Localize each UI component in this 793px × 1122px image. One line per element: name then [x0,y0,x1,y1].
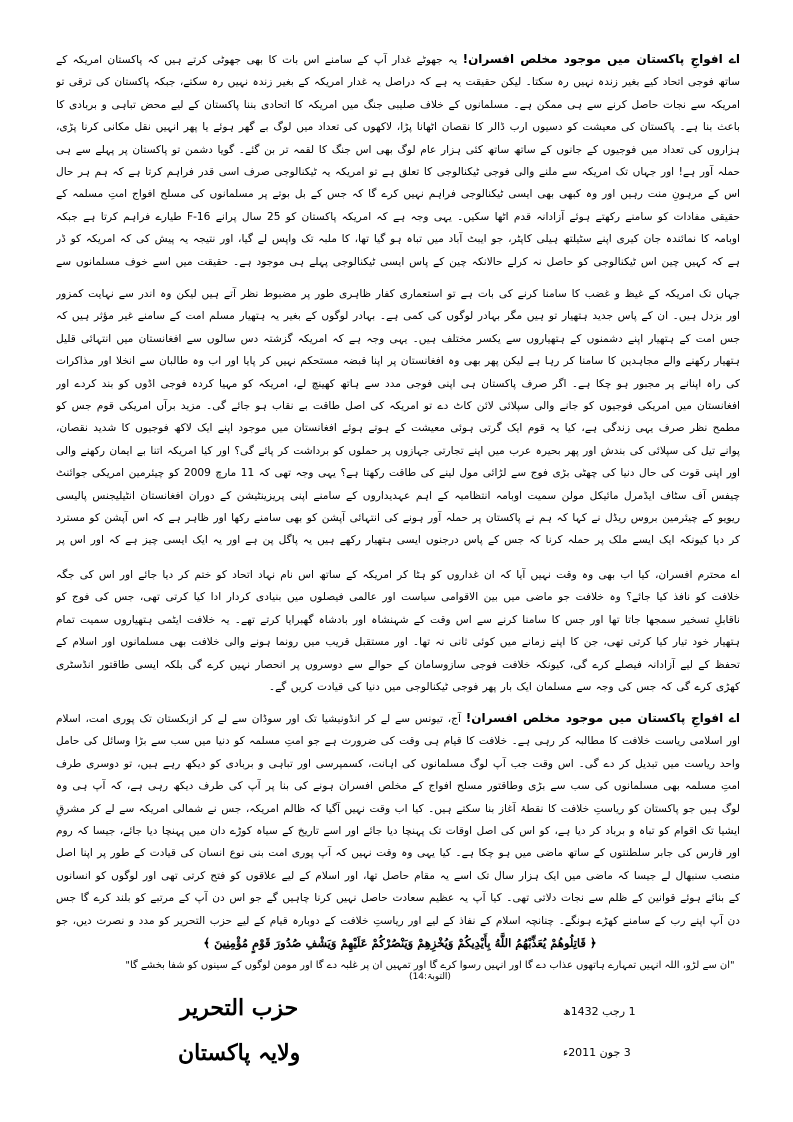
paragraph-4-heading: اے افواجِ پاکستان میں موجود مخلص افسران! [465,711,740,725]
paragraph-1 [56,48,740,274]
signature-wilayah: ولایہ پاکستان [178,1040,301,1066]
paragraph-3 [56,564,740,696]
signature-party: حزب التحریر [180,995,299,1021]
paragraph-4-text: آج، تیونس سے لے کر انڈونیشیا تک اور سوڈان سے لے کر ازبکستان تک پوری امت، اسلام اور اسلامی ریاست خلافت کا مطالبہ کر رہی ہے۔ خلافت کا قیام ہی وقت کی ضرورت ہے جو امتِ مسلمہ کو دنیا میں سب سے بڑا وسائل کی حامل واحد ریاست میں تبدیل کر دے گی۔ اس وقت جب آپ لوگ مسلمانوں کی اہانت، کسمپرسی اور تباہی و بربادی کو دیکھ رہے ہیں، تو دوسری طرف امتِ مسلمہ بھی مسلمانوں کی سب سے بڑی وطاقتور مسلح افواج کے مخلص افسران ہونے کی بنا پر آپ کی طرف دیکھ رہی ہے، کہ آپ ہی وہ لوگ ہیں جو پاکستان کو ریاستِ خلافت کا نقطۂ آغاز بنا سکتے ہیں۔ کیا اب وقت نہیں آگیا کہ ظالم امریکہ، جس نے شمالی امریکہ سے لے کر مشرقِ ایشیا تک اقوام کو تباہ و برباد کر دیا ہے، کو اس کی اصل اوقات تک پہنچا دیا جائے اور اسے تاریخ کے سیاہ کوڑے دان میں پہنچا دیا جائے، جیسا کہ روم اور فارس کی جابر سلطنتوں کے ساتھ ماضی میں ہو چکا ہے۔ کیا یہی وہ وقت نہیں کہ آپ پوری امت بنی نوع انسان کی قیادت کے طور پر اپنا اصل منصب سنبھال لے جیسا کہ ماضی میں ایک ہزار سال تک اسے یہ مقام حاصل تھا، اور اسلام کے لیے علاقوں کو فتح کرتی تھی اور لوگوں کو انسانوں کے بنائے ہوئے قوانین کے ظلم سے نجات دلاتی تھی۔ کیا آپ یہ عظیم سعادت حاصل نہیں کرنا چاہیں گے جو اس دن آپ کے مرتبے کو بلند کرے گا جس دن آپ اپنے رب کے سامنے کھڑے ہونگے۔ چنانچہ اسلام کے نفاذ کے لیے اور ریاستِ خلافت کے دوبارہ قیام کے لیے حزب التحریر کو مدد و نصرت دیں، جو [56,713,740,927]
verse-translation [110,960,750,982]
paragraph-2 [56,283,740,553]
paragraph-1-text: یہ جھوٹے غدار آپ کے سامنے اس بات کا بھی جھوٹی کرتے ہیں کہ پاکستان امریکہ کے ساتھ فوجی اتحاد کیے بغیر زندہ نہیں رہ سکتا۔ لیکن حقیقت یہ ہے کہ دراصل یہ غدار امریکہ کے بغیر زندہ نہیں رہ سکتے، جبکہ پاکستان کی ترقی تو امریکہ سے نجات حاصل کرنے سے ہی ممکن ہے۔ مسلمانوں کے خلاف صلیبی جنگ میں امریکہ کا اتحادی بننا پاکستان کے لیے محض تباہی و بربادی کا باعث بنا ہے۔ پاکستان کی معیشت کو دسیوں ارب ڈالر کا نقصان اٹھانا پڑا، لاکھوں کی تعداد میں لوگ بے گھر ہوئے یا پھر انہیں نقل مکانی کرنا پڑی، ہزاروں کی تعداد میں فوجیوں کے جانوں کے ساتھ ساتھ کئی ہزار عام لوگ بھی اس جنگ کا لقمہ تر بن گئے۔ گویا دشمن تو پاکستان پر پہلے سے ہی حملہ آور ہے! اور جہاں تک امریکہ سے ملنے والی فوجی ٹیکنالوجی کا تعلق ہے تو امریکہ یہ ٹیکنالوجی صرف اسی قدر فراہم کرتا ہے کہ ہم ہر حال اس کے مرہونِ منت رہیں اور وہ کبھی بھی ایسی ٹیکنالوجی فراہم نہیں کرے گا کہ جس کے بل بوتے پر مسلمانوں کی مسلح افواج امتِ مسلمہ کے حقیقی مفادات کو سامنے رکھتے ہوئے آزادانہ قدم اٹھا سکیں۔ یہی وجہ ہے کہ امریکہ پاکستان کو 25 سال پرانے F-16 طیارے فراہم کرتا ہے جبکہ اوبامہ کا نمائندہ جان کیری اپنے سٹیلتھ ہیلی کاپٹر، جو ایبٹ آباد میں تباہ ہو گیا تھا، کا ملبہ تک واپس لے گیا، اور نتیجہ یہ پیش کی کہ امریکہ کو ڈر ہے کہ کہیں چین اس ٹیکنالوجی کو حاصل نہ کرلے حالانکہ چین کے پاس ایسی ٹیکنالوجی پہلے ہی موجود ہے۔ حقیقت میں اسے خوف مسلمانوں سے [56,54,740,268]
paragraph-1-heading: اے افواجِ پاکستان میں موجود مخلص افسران! [462,52,740,66]
date-gregorian: 3 جون 2011ء [563,1046,631,1059]
date-hijri: 1 رجب 1432ھ [563,1005,636,1018]
paragraph-2-text: جہاں تک امریکہ کے غیظ و غضب کا سامنا کرنے کی بات ہے تو استعماری کفار ظاہری طور پر مضبوط نظر آتے ہیں لیکن وہ اندر سے نہایت کمزور اور بزدل ہیں۔ ان کے پاس جدید ہتھیار تو ہیں مگر بہادر لوگوں کی کمی ہے۔ بہادر لوگوں کے بغیر یہ ہتھیار مسلم امت کے سامنے غیر مؤثر ہیں کہ جس امت کے ہتھیار اپنے دشمنوں کے ہتھیاروں سے یکسر مختلف ہیں۔ یہی وجہ ہے کہ امریکہ گزشتہ دس سالوں سے افغانستان میں انتہائی قلیل ہتھیار رکھنے والے مجاہدین کا سامنا کر رہا ہے لیکن پھر بھی وہ افغانستان پر اپنا قبضہ مستحکم نہیں کر پایا اور اب وہ طالبان سے انخلا اور مذاکرات کی راہ اپنانے پر مجبور ہو چکا ہے۔ اگر صرف پاکستان ہی اپنی فوجی مدد سے ہاتھ کھینچ لے، امریکہ کو مہیا کردہ فوجی اڈوں کو بند کردے اور افغانستان میں امریکی فوجیوں کو جانے والی سپلائی لائن کاٹ دے تو امریکہ کی اصل طاقت بے نقاب ہو جائے گی۔ مزید برآں امریکی قوم جس کو مطمح نظر صرف یہی زندگی ہے، کیا یہ قوم ایک گرتی ہوئی معیشت کے ہوتے ہوئے افغانستان میں موجود اپنے ایک لاکھ فوجیوں کا شدید نقصان، پوانے تیل کی سپلائی کی بندش اور پھر بحیرہ عرب میں اپنے تجارتی جہازوں پر حملوں کو برداشت کر پائے گی؟ اور کیا امریکہ اتنا بے ایمان رکھنے والی اور اپنی قوت کی حال دنیا کی چھٹی بڑی فوج سے لڑائی مول لینے کی طاقت رکھتا ہے؟ یہی وجہ تھی کہ 11 مارچ 2009 کو چیئرمین امریکی جوائنٹ چیفس آف سٹاف ایڈمرل مائیکل مولن سمیت اوبامہ انتظامیہ کے اہم عہدیداروں کے سامنے اپنی پریزینٹیشن کے دوران افغانستان انٹیلیجنس پالیسی ریویو کے چیئرمین بروس ریڈل نے کہا کہ ہم نے پاکستان پر حملہ آور ہونے کی انتہائی آپشن کو بھی سامنے رکھا اور ظاہر ہے کہ اس آپشن کو مسترد کر دیا کیونکہ ایک ایسے ملک پر حملہ کرنا کہ جس کے پاس درجنوں ایسی ہتھیار رکھے ہیں یہ پاگل پن ہے اور یہ ایک ایسی چیز ہے کہ اور اس پر [56,288,740,547]
paragraph-4 [56,707,740,932]
paragraph-3-text: اے محترم افسران، کیا اب بھی وہ وقت نہیں آیا کہ ان غداروں کو ہٹا کر امریکہ کے ساتھ اس نام نہاد اتحاد کو ختم کر دیا جائے اور اس کی جگہ خلافت کو نافذ کیا جائے؟ وہ خلافت جو ماضی میں بین الاقوامی سیاست اور عالمی فیصلوں میں بنیادی کردار ادا کیا کرتی تھی، جس کی فوج کو ناقابلِ تسخیر سمجھا جاتا تھا اور جس کا سامنا کرنے سے اس وقت کے شہنشاہ اور بادشاہ گھبرایا کرتے تھے۔ یہ خلافت ایٹمی ہتھیاروں سمیت تمام ہتھیار خود تیار کیا کرتی تھی، جن کا اپنے زمانے میں کوئی ثانی نہ تھا۔ اور مستقبل قریب میں رونما ہونے والی خلافت بھی مسلمانوں اور اسلام کے تحفظ کے لیے آزادانہ فیصلے کرے گی، کیونکہ خلافت فوجی سازوسامان کے حوالے سے دوسروں پر انحصار نہیں کرے گی بلکہ ایسی طاقتور انڈسٹری کھڑی کرے گی کہ جس کی وجہ سے مسلمان ایک بار پھر فوجی ٹیکنالوجی میں دنیا کی قیادت کریں گے۔ [56,569,740,694]
translation-reference: (التوبۃ:14) [409,972,451,982]
translation-text: "ان سے لڑو، اللہ انہیں تمہارے ہاتھوں عذاب دے گا اور انہیں رسوا کرے گا اور تمہیں ان پر غلبہ دے گا اور مومن لوگوں کے سینوں کو شفا بخشے گا" [125,960,735,971]
quran-verse: ﴿ قَاتِلُوهُمْ يُعَذِّبْهُمُ اللَّهُ بِأَيْدِيكُمْ وَيُخْزِهِمْ وَيَنْصُرْكُمْ عَلَيْهِمْ وَيَشْفِ صُدُورَ قَوْمٍ مُؤْمِنِينَ ﴾ [203,936,597,950]
